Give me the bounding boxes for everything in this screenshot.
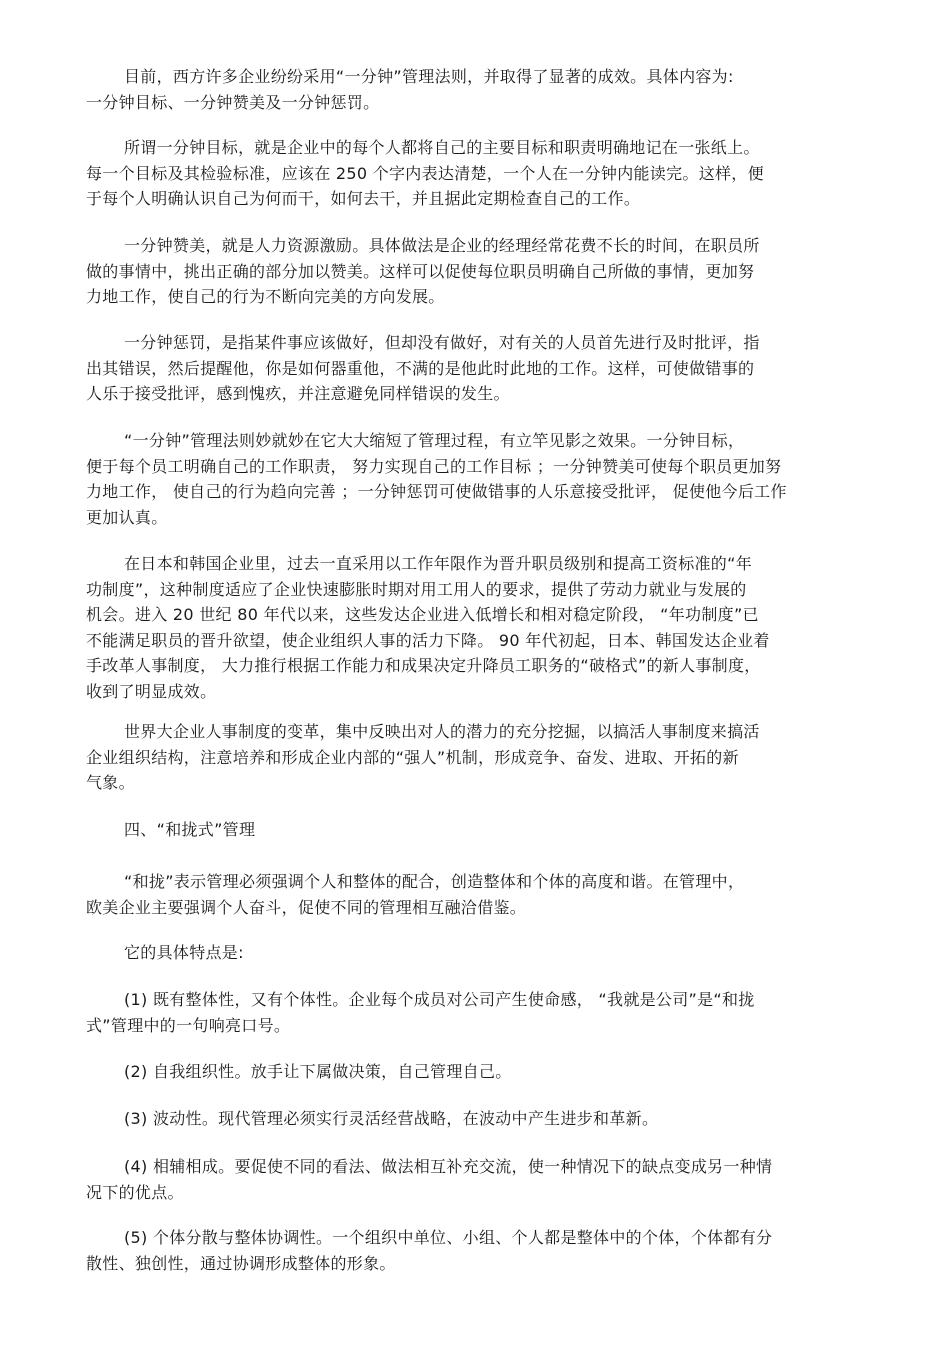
text-line: 一分钟赞美，就是人力资源激励。具体做法是企业的经理经常花费不长的时间，在职员所 — [124, 236, 760, 255]
text-line: 于每个人明确认识自己为何而干，如何去干，并且据此定期检查自己的工作。 — [86, 189, 641, 208]
section-title: 四、“和拢式”管理 — [124, 820, 256, 839]
text-line: 便于每个员工明确自己的工作职责， 努力实现自己的工作目标 ；一分钟赞美可使每个职员更加努 — [86, 456, 782, 476]
text-line: 机会。进入 20 世纪 80 年代以来，这些发达企业进入低增长和相对稳定阶段， “年功制度”已 — [86, 605, 759, 624]
paragraph-intro — [86, 64, 734, 115]
text-line: 不能满足职员的晋升欲望，使企业组织人事的活力下降。 90 年代初起，日本、韩国发达企业着 — [86, 630, 770, 650]
text-line: 欧美企业主要强调个人奋斗，促使不同的管理相互融洽借鉴。 — [86, 897, 527, 917]
text-line: 力地工作，使自己的行为不断向完美的方向发展。 — [86, 287, 445, 306]
text-line: (5) 个体分散与整体协调性。一个组织中单位、小组、个人都是整体中的个体，个体都有分 — [124, 1228, 773, 1247]
paragraph-features-lead — [86, 940, 244, 966]
text-line: 做的事情中，挑出正确的部分加以赞美。这样可以促使每位职员明确自己所做的事情，更加努 — [86, 261, 755, 281]
list-item-5 — [86, 1225, 772, 1276]
text-line: 况下的优点。 — [86, 1182, 184, 1202]
paragraph-one-minute-punishment — [86, 330, 760, 407]
text-line: 它的具体特点是: — [124, 943, 244, 962]
text-line: 力地工作， 使自己的行为趋向完善 ；一分钟惩罚可使做错事的人乐意接受批评， 促使他今后工作 — [86, 482, 787, 501]
text-line: 收到了明显成效。 — [86, 681, 217, 701]
text-line: 人乐于接受批评，感到愧疚，并注意避免同样错误的发生。 — [86, 384, 510, 403]
text-line: 每一个目标及其检验标准，应该在 250 个字内表达清楚，一个人在一分钟内能读完。这样，便 — [86, 163, 764, 183]
text-line: 企业组织结构，注意培养和形成企业内部的“强人”机制，形成竞争、奋发、进取、开拓的新 — [86, 747, 739, 767]
list-item-3 — [86, 1106, 658, 1132]
text-line: (2) 自我组织性。放手让下属做决策，自己管理自己。 — [124, 1062, 512, 1081]
paragraph-japan-korea — [86, 551, 770, 704]
paragraph-one-minute-praise — [86, 233, 760, 310]
text-line: 功制度”，这种制度适应了企业快速膨胀时期对用工用人的要求，提供了劳动力就业与发展的 — [86, 579, 747, 599]
list-item-1 — [86, 987, 755, 1038]
text-line: 更加认真。 — [86, 507, 168, 527]
paragraph-helong-intro — [86, 869, 744, 920]
text-line: 世界大企业人事制度的变革，集中反映出对人的潜力的充分挖掘，以搞活人事制度来搞活 — [124, 722, 760, 741]
text-line: 式”管理中的一句响亮口号。 — [86, 1015, 291, 1035]
text-line: (1) 既有整体性，又有个体性。企业每个成员对公司产生使命感， “我就是公司”是“和拢 — [124, 990, 755, 1009]
text-line: 散性、独创性，通过协调形成整体的形象。 — [86, 1253, 396, 1273]
list-item-4 — [86, 1154, 772, 1205]
text-line: (3) 波动性。现代管理必须实行灵活经营战略，在波动中产生进步和革新。 — [124, 1109, 659, 1128]
text-line: (4) 相辅相成。要促使不同的看法、做法相互补充交流，使一种情况下的缺点变成另一种情 — [124, 1157, 773, 1176]
text-line: 出其错误，然后提醒他，你是如何器重他，不满的是他此时此地的工作。这样，可使做错事的 — [86, 358, 755, 378]
text-line: 气象。 — [86, 773, 135, 792]
text-line: “一分钟”管理法则妙就妙在它大大缩短了管理过程，有立竿见影之效果。一分钟目标， — [124, 431, 745, 450]
list-item-2 — [86, 1059, 512, 1085]
text-line: 目前，西方许多企业纷纷采用“一分钟”管理法则，并取得了显著的成效。具体内容为: — [124, 67, 734, 86]
text-line: 在日本和韩国企业里，过去一直采用以工作年限作为晋升职员级别和提高工资标准的“年 — [124, 554, 752, 573]
paragraph-one-minute-summary — [86, 428, 787, 530]
text-line: 手改革人事制度， 大力推行根据工作能力和成果决定升降员工职务的“破格式”的新人事制度， — [86, 656, 761, 675]
paragraph-personnel-reform — [86, 719, 760, 796]
text-line: “和拢”表示管理必须强调个人和整体的配合，创造整体和个体的高度和谐。在管理中， — [124, 872, 745, 891]
paragraph-one-minute-goal — [86, 135, 764, 212]
text-line: 一分钟惩罚，是指某件事应该做好，但却没有做好，对有关的人员首先进行及时批评，指 — [124, 333, 760, 352]
section-heading — [86, 817, 255, 843]
text-line: 一分钟目标、一分钟赞美及一分钟惩罚。 — [86, 92, 380, 112]
text-line: 所谓一分钟目标，就是企业中的每个人都将自己的主要目标和职责明确地记在一张纸上。 — [124, 138, 760, 157]
